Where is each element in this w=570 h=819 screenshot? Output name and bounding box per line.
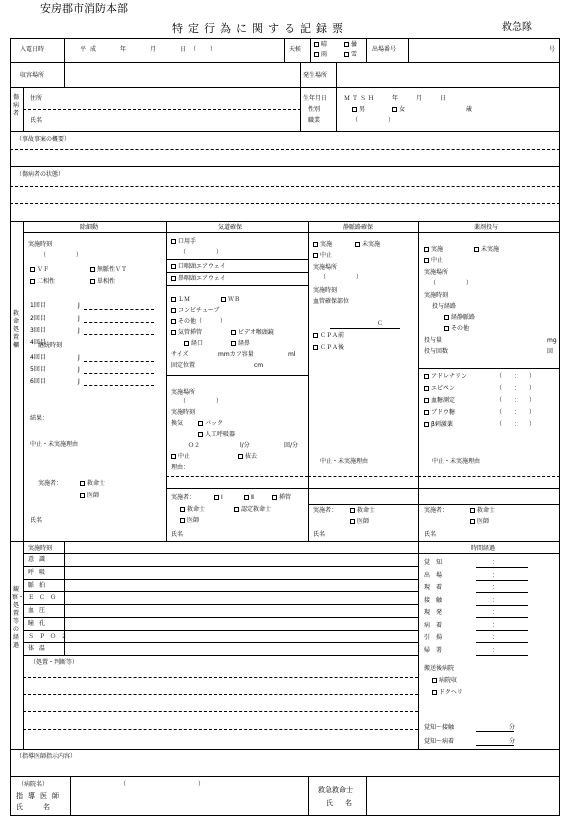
- airway-ventilator[interactable]: 人工呼吸器: [198, 431, 235, 438]
- vitals-row-line: [23, 642, 418, 643]
- accident-label: （事故事案の概要）: [16, 136, 71, 143]
- vitals-row-label: 意識: [28, 556, 51, 563]
- vitals-row-line: [23, 566, 418, 567]
- checkbox-icon: [171, 319, 176, 324]
- iv-cpa-after[interactable]: ＣＰＡ後: [313, 344, 344, 351]
- iv-not-done[interactable]: 未実施: [355, 241, 380, 248]
- defib-vt[interactable]: 無脈性ＶＴ: [90, 266, 127, 273]
- checkbox-icon: [221, 297, 226, 302]
- airway-manual[interactable]: 口用手: [171, 238, 196, 245]
- timeline-row-line: [476, 567, 528, 568]
- airway-place-paren[interactable]: （ ）: [180, 398, 223, 405]
- vitals-row-line: [23, 579, 418, 580]
- defib-vf[interactable]: ＶＦ: [30, 266, 49, 273]
- airway-time-label: 実施時刻: [171, 409, 196, 416]
- col-airway: 気道確保: [218, 224, 243, 231]
- defib-paren[interactable]: （ ）: [40, 252, 83, 259]
- airway-per-min: 回/分: [284, 442, 299, 449]
- checkbox-icon: [90, 279, 95, 284]
- checkbox-icon: [350, 519, 355, 524]
- airway-op-1[interactable]: Ⅰ: [214, 494, 223, 501]
- airway-lm[interactable]: ＬＭ: [171, 296, 190, 303]
- checkbox-icon: [30, 279, 35, 284]
- drug-place-label: 実施場所: [424, 269, 449, 276]
- airway-oral[interactable]: 経口: [184, 340, 203, 347]
- drug-item-2[interactable]: エピペン: [424, 385, 455, 392]
- airway-reason-label: 理由：: [171, 464, 190, 471]
- checkbox-icon: [424, 398, 429, 403]
- joule-unit: J: [78, 354, 80, 361]
- checkbox-icon: [171, 276, 176, 281]
- defib-biphasic[interactable]: 二相性: [30, 278, 55, 285]
- transport-heli[interactable]: ドクヘリ: [432, 689, 463, 696]
- defib-result-label: 結果：: [30, 415, 49, 422]
- checkbox-icon: [444, 326, 449, 331]
- timeline-row-line: [476, 630, 528, 631]
- airway-place-label: 実施場所: [171, 389, 196, 396]
- date-label: 入電日時: [20, 46, 45, 53]
- joule-unit: J: [78, 378, 80, 385]
- occupation-paren[interactable]: （ ）: [352, 117, 395, 124]
- checkbox-icon: [180, 507, 185, 512]
- defib-monophasic[interactable]: 単相性: [90, 278, 115, 285]
- defib-op-emt[interactable]: 救命士: [80, 480, 105, 487]
- airway-intubation[interactable]: 気管挿管: [171, 329, 202, 336]
- treatment-label: （処置・判断等）: [30, 659, 79, 666]
- drug-item-5[interactable]: β刺激薬: [424, 421, 453, 428]
- vitals-row-label: ＳＰＯ２: [28, 632, 73, 640]
- checkbox-icon: [171, 308, 176, 313]
- iv-stop[interactable]: 中止: [313, 252, 332, 259]
- vitals-row-label: 呼吸: [28, 568, 51, 576]
- drug-op-doctor[interactable]: 医師: [470, 518, 489, 525]
- defib-shot-4: 4回目: [30, 339, 46, 346]
- iv-name-label: 氏名: [313, 531, 326, 538]
- checkbox-icon: [234, 507, 239, 512]
- defib-time-label: 実施時刻: [28, 241, 53, 248]
- checkbox-icon: [180, 518, 185, 523]
- airway-cm: cm: [254, 362, 264, 369]
- defib-shot-2: 2回目: [30, 315, 46, 322]
- transport-hospital[interactable]: 病院収: [432, 677, 457, 684]
- vitals-row-line: [23, 604, 418, 605]
- drug-item-1[interactable]: アドレナリン: [424, 373, 467, 380]
- drug-stop[interactable]: 中止: [424, 257, 443, 264]
- weather-label: 天候: [289, 46, 302, 53]
- patient-side-label: 傷病者: [12, 94, 19, 117]
- defib-shot2-6: 6回目: [30, 378, 46, 385]
- checkbox-icon: [432, 690, 437, 695]
- airway-npa[interactable]: 鼻咽頭エアウェイ: [171, 275, 226, 282]
- timeline-row-label: 病着: [424, 621, 449, 629]
- timeline-colon: ：: [492, 584, 499, 591]
- iv-time-label: 実施時刻: [313, 287, 338, 294]
- t-hospital-label: 覚知～病着: [424, 738, 455, 745]
- drug-route-iv[interactable]: 経静脈路: [444, 314, 475, 321]
- timeline-row-line: [476, 617, 528, 618]
- vitals-row-line: [23, 591, 418, 592]
- airway-size-label: サイズ: [171, 351, 189, 358]
- iv-paren[interactable]: （ ）: [320, 274, 363, 281]
- vitals-side-label: 観察・処置等の経過: [12, 586, 25, 649]
- vitals-row-label: 体温: [28, 645, 51, 653]
- checkbox-icon: [244, 495, 249, 500]
- checkbox-icon: [424, 410, 429, 415]
- airway-vent-label: 換気: [171, 420, 184, 427]
- airway-name-label: 氏名: [171, 531, 184, 538]
- t-hospital-min: 分: [509, 738, 516, 745]
- form-title: 特定行為に関する記録票: [172, 22, 348, 35]
- checkbox-icon: [171, 454, 176, 459]
- timeline-title: 時間経過: [471, 545, 496, 552]
- airway-o2: Ｏ２: [188, 442, 201, 449]
- hospital-label: （病院名）: [18, 781, 49, 788]
- timeline-row-label: 現発: [424, 609, 449, 616]
- airway-lmin: l/分: [240, 442, 250, 449]
- drug-route-other[interactable]: その他: [444, 325, 469, 332]
- checkbox-icon: [424, 422, 429, 427]
- checkbox-icon: [171, 330, 176, 335]
- checkbox-icon: [470, 508, 475, 513]
- checkbox-icon: [231, 341, 236, 346]
- address-label: 住所: [30, 95, 43, 102]
- iv-operator-label: 実施者：: [313, 507, 338, 514]
- checkbox-icon: [432, 678, 437, 683]
- airway-paren[interactable]: （ ）: [180, 249, 223, 256]
- onset-label: 発生場所: [303, 72, 328, 79]
- weather-clear[interactable]: 晴: [314, 41, 327, 48]
- airway-operator-label: 実施者：: [171, 494, 196, 501]
- checkbox-icon: [344, 52, 349, 57]
- checkbox-icon: [313, 253, 318, 258]
- airway-removal[interactable]: 抜去: [238, 453, 257, 460]
- doctor-label: 指導医師: [16, 792, 64, 800]
- checkbox-icon: [314, 42, 319, 47]
- birth-label: 生年月日: [303, 95, 328, 102]
- weather-snow[interactable]: 雪: [344, 51, 357, 58]
- vitals-time-label: 実施時刻: [28, 545, 53, 552]
- drug-times: 回: [547, 348, 554, 355]
- checkbox-icon: [424, 258, 429, 263]
- checkbox-icon: [90, 267, 95, 272]
- drug-op-emt[interactable]: 救命士: [470, 507, 495, 514]
- dispatch-label: 出場番号: [372, 46, 397, 53]
- vitals-row-label: ＥＣＧ: [28, 594, 62, 602]
- emt-label: 救急救命士: [318, 786, 353, 794]
- checkbox-icon: [80, 481, 85, 486]
- checkbox-icon: [392, 107, 397, 112]
- receipt-label: 収容場所: [20, 72, 45, 79]
- iv-place-label: 実施場所: [313, 264, 338, 271]
- airway-cuff-label: mmカフ容量: [218, 351, 254, 358]
- condition-label: （傷病者の状態）: [16, 171, 65, 178]
- weather-cloudy[interactable]: 曇: [344, 41, 357, 48]
- drug-item-3[interactable]: 血糖測定: [424, 397, 455, 404]
- checkbox-icon: [272, 495, 277, 500]
- drug-stop-label: 中止・未実施理由: [432, 458, 481, 465]
- iv-stop-label: 中止・未実施理由: [320, 458, 369, 465]
- defib-shot2-5: 5回目: [30, 366, 46, 373]
- airway-nasal[interactable]: 経鼻: [231, 340, 250, 347]
- defib-shot-3: 3回目: [30, 327, 46, 334]
- t-contact-label: 覚知～接触: [424, 724, 455, 731]
- timeline-row-line: [476, 605, 528, 606]
- sex-male[interactable]: 男: [352, 106, 365, 113]
- checkbox-icon: [474, 247, 479, 252]
- defib-operator-label: 実施者：: [38, 480, 63, 487]
- timeline-row-line: [476, 655, 528, 656]
- drug-time-label: 実施時刻: [424, 292, 449, 299]
- checkbox-icon: [424, 247, 429, 252]
- defib-op-doctor[interactable]: 医師: [80, 492, 99, 499]
- age-suffix: 歳: [466, 106, 473, 113]
- timeline-row-label: 接触: [424, 596, 449, 604]
- doctor-name-label: 氏名: [16, 803, 70, 811]
- checkbox-icon: [171, 264, 176, 269]
- checkbox-icon: [355, 242, 360, 247]
- sex-female[interactable]: 女: [392, 106, 405, 113]
- iv-op-emt[interactable]: 救命士: [350, 507, 375, 514]
- checkbox-icon: [30, 267, 35, 272]
- defib-name-label: 氏名: [30, 517, 43, 524]
- date-value[interactable]: 平成 年 月 日（ ）: [80, 46, 221, 53]
- airway-opa[interactable]: 口咽頭エアウェイ: [171, 263, 226, 270]
- timeline-row-label: 出場: [424, 571, 449, 579]
- airway-op-cert[interactable]: 認定救命士: [234, 506, 271, 513]
- checkbox-icon: [80, 493, 85, 498]
- checkbox-icon: [314, 52, 319, 57]
- airway-video[interactable]: ビデオ喉頭鏡: [231, 329, 274, 336]
- timeline-row-line: [476, 642, 528, 643]
- joule-unit: J: [78, 327, 80, 334]
- defib-shot2-4: 4回目: [30, 354, 46, 361]
- checkbox-icon: [231, 330, 236, 335]
- checkbox-icon: [352, 107, 357, 112]
- defib-recharge-label: 継続時刻: [38, 342, 63, 349]
- timeline-colon: ：: [492, 609, 499, 616]
- timeline-row-line: [476, 580, 528, 581]
- timeline-row-label: 帰署: [424, 646, 449, 654]
- sex-label: 性別: [308, 106, 321, 113]
- checkbox-icon: [198, 421, 203, 426]
- vitals-row-label: 血圧: [28, 607, 51, 614]
- airway-fix-label: 固定位置: [171, 362, 196, 369]
- timeline-colon: ：: [492, 634, 499, 641]
- checkbox-icon: [198, 432, 203, 437]
- joule-unit: J: [78, 315, 80, 322]
- timeline-colon: ：: [492, 559, 499, 566]
- airway-op-2[interactable]: Ⅱ: [244, 494, 254, 501]
- timeline-row-label: 現着: [424, 584, 449, 591]
- checkbox-icon: [350, 508, 355, 513]
- vitals-row-line: [23, 630, 418, 631]
- airway-other[interactable]: その他（ ）: [171, 318, 226, 325]
- drug-not-done[interactable]: 未実施: [474, 246, 499, 253]
- col-iv: 静脈路確保: [343, 224, 374, 231]
- org-name: 安房郡市消防本部: [40, 2, 128, 15]
- col-drug: 薬剤投与: [474, 224, 499, 231]
- timeline-row-line: [476, 592, 528, 593]
- care-side-label: 救命処置欄: [12, 310, 19, 349]
- airway-stop[interactable]: 中止: [171, 453, 190, 460]
- weather-rain[interactable]: 雨: [314, 51, 327, 58]
- checkbox-icon: [424, 386, 429, 391]
- t-contact-min: 分: [509, 724, 516, 731]
- birth-value[interactable]: ＭＴＳＨ 年 月 日: [344, 95, 449, 102]
- airway-op-doctor[interactable]: 医師: [180, 517, 199, 524]
- vitals-row-line: [23, 617, 418, 618]
- drug-name-label: 氏名: [424, 531, 437, 538]
- drug-item-4[interactable]: ブドウ糖: [424, 409, 455, 416]
- drug-done[interactable]: 実施: [424, 246, 443, 253]
- iv-site-label: 血管確保部位: [313, 298, 350, 305]
- vitals-row-label: 脈拍: [28, 581, 51, 589]
- doctor-instructions-label: （指導医師指示内容）: [16, 753, 77, 760]
- drug-amount-label: 投与量: [424, 337, 443, 344]
- checkbox-icon: [313, 242, 318, 247]
- checkbox-icon: [313, 345, 318, 350]
- checkbox-icon: [344, 42, 349, 47]
- drug-mg: mg: [547, 337, 557, 344]
- checkbox-icon: [214, 495, 219, 500]
- checkbox-icon: [238, 454, 243, 459]
- timeline-row-label: 引揚: [424, 634, 449, 641]
- airway-combi[interactable]: コンビチューブ: [171, 307, 220, 314]
- drug-operator-label: 実施者：: [424, 507, 449, 514]
- airway-op-emt[interactable]: 救命士: [180, 506, 205, 513]
- defib-stop-label: 中止・未実施理由: [30, 441, 79, 448]
- transport-label: 搬送後病院: [424, 665, 455, 672]
- dispatch-suffix: 号: [549, 46, 556, 53]
- iv-cpa-before[interactable]: ＣＰＡ前: [313, 332, 344, 339]
- unit-name: 救急隊: [502, 22, 532, 33]
- checkbox-icon: [470, 519, 475, 524]
- occupation-label: 職業: [308, 117, 321, 124]
- joule-unit: J: [78, 366, 80, 373]
- checkbox-icon: [184, 341, 189, 346]
- name-label: 氏名: [30, 117, 43, 124]
- airway-ml: ml: [288, 351, 296, 358]
- checkbox-icon: [424, 374, 429, 379]
- vitals-row-label: 瞳孔: [28, 619, 51, 627]
- col-defib: 除細動: [80, 224, 99, 231]
- timeline-colon: ：: [492, 646, 499, 654]
- timeline-colon: ：: [492, 571, 499, 579]
- drug-paren[interactable]: （ ）: [430, 280, 473, 287]
- checkbox-icon: [444, 315, 449, 320]
- drug-count-label: 投与回数: [424, 348, 449, 355]
- airway-op-intub[interactable]: 挿管: [272, 494, 291, 501]
- checkbox-icon: [171, 297, 176, 302]
- form-frame: [10, 38, 560, 816]
- airway-bag[interactable]: バック: [198, 420, 223, 427]
- timeline-row-label: 覚知: [424, 559, 449, 566]
- iv-done[interactable]: 実施: [313, 241, 332, 248]
- timeline-colon: ：: [492, 621, 499, 629]
- defib-shot-1: 1回目: [30, 302, 46, 309]
- iv-op-doctor[interactable]: 医師: [350, 518, 369, 525]
- iv-c-label: Ｃ: [377, 320, 384, 327]
- drug-route-label: 投与経路: [432, 303, 457, 310]
- emt-name-label: 氏名: [326, 799, 364, 807]
- checkbox-icon: [171, 239, 176, 244]
- hospital-paren[interactable]: （ ）: [120, 781, 205, 788]
- joule-unit: J: [78, 302, 80, 309]
- airway-wb[interactable]: ＷＢ: [221, 296, 240, 303]
- checkbox-icon: [313, 333, 318, 338]
- timeline-colon: ：: [492, 596, 499, 604]
